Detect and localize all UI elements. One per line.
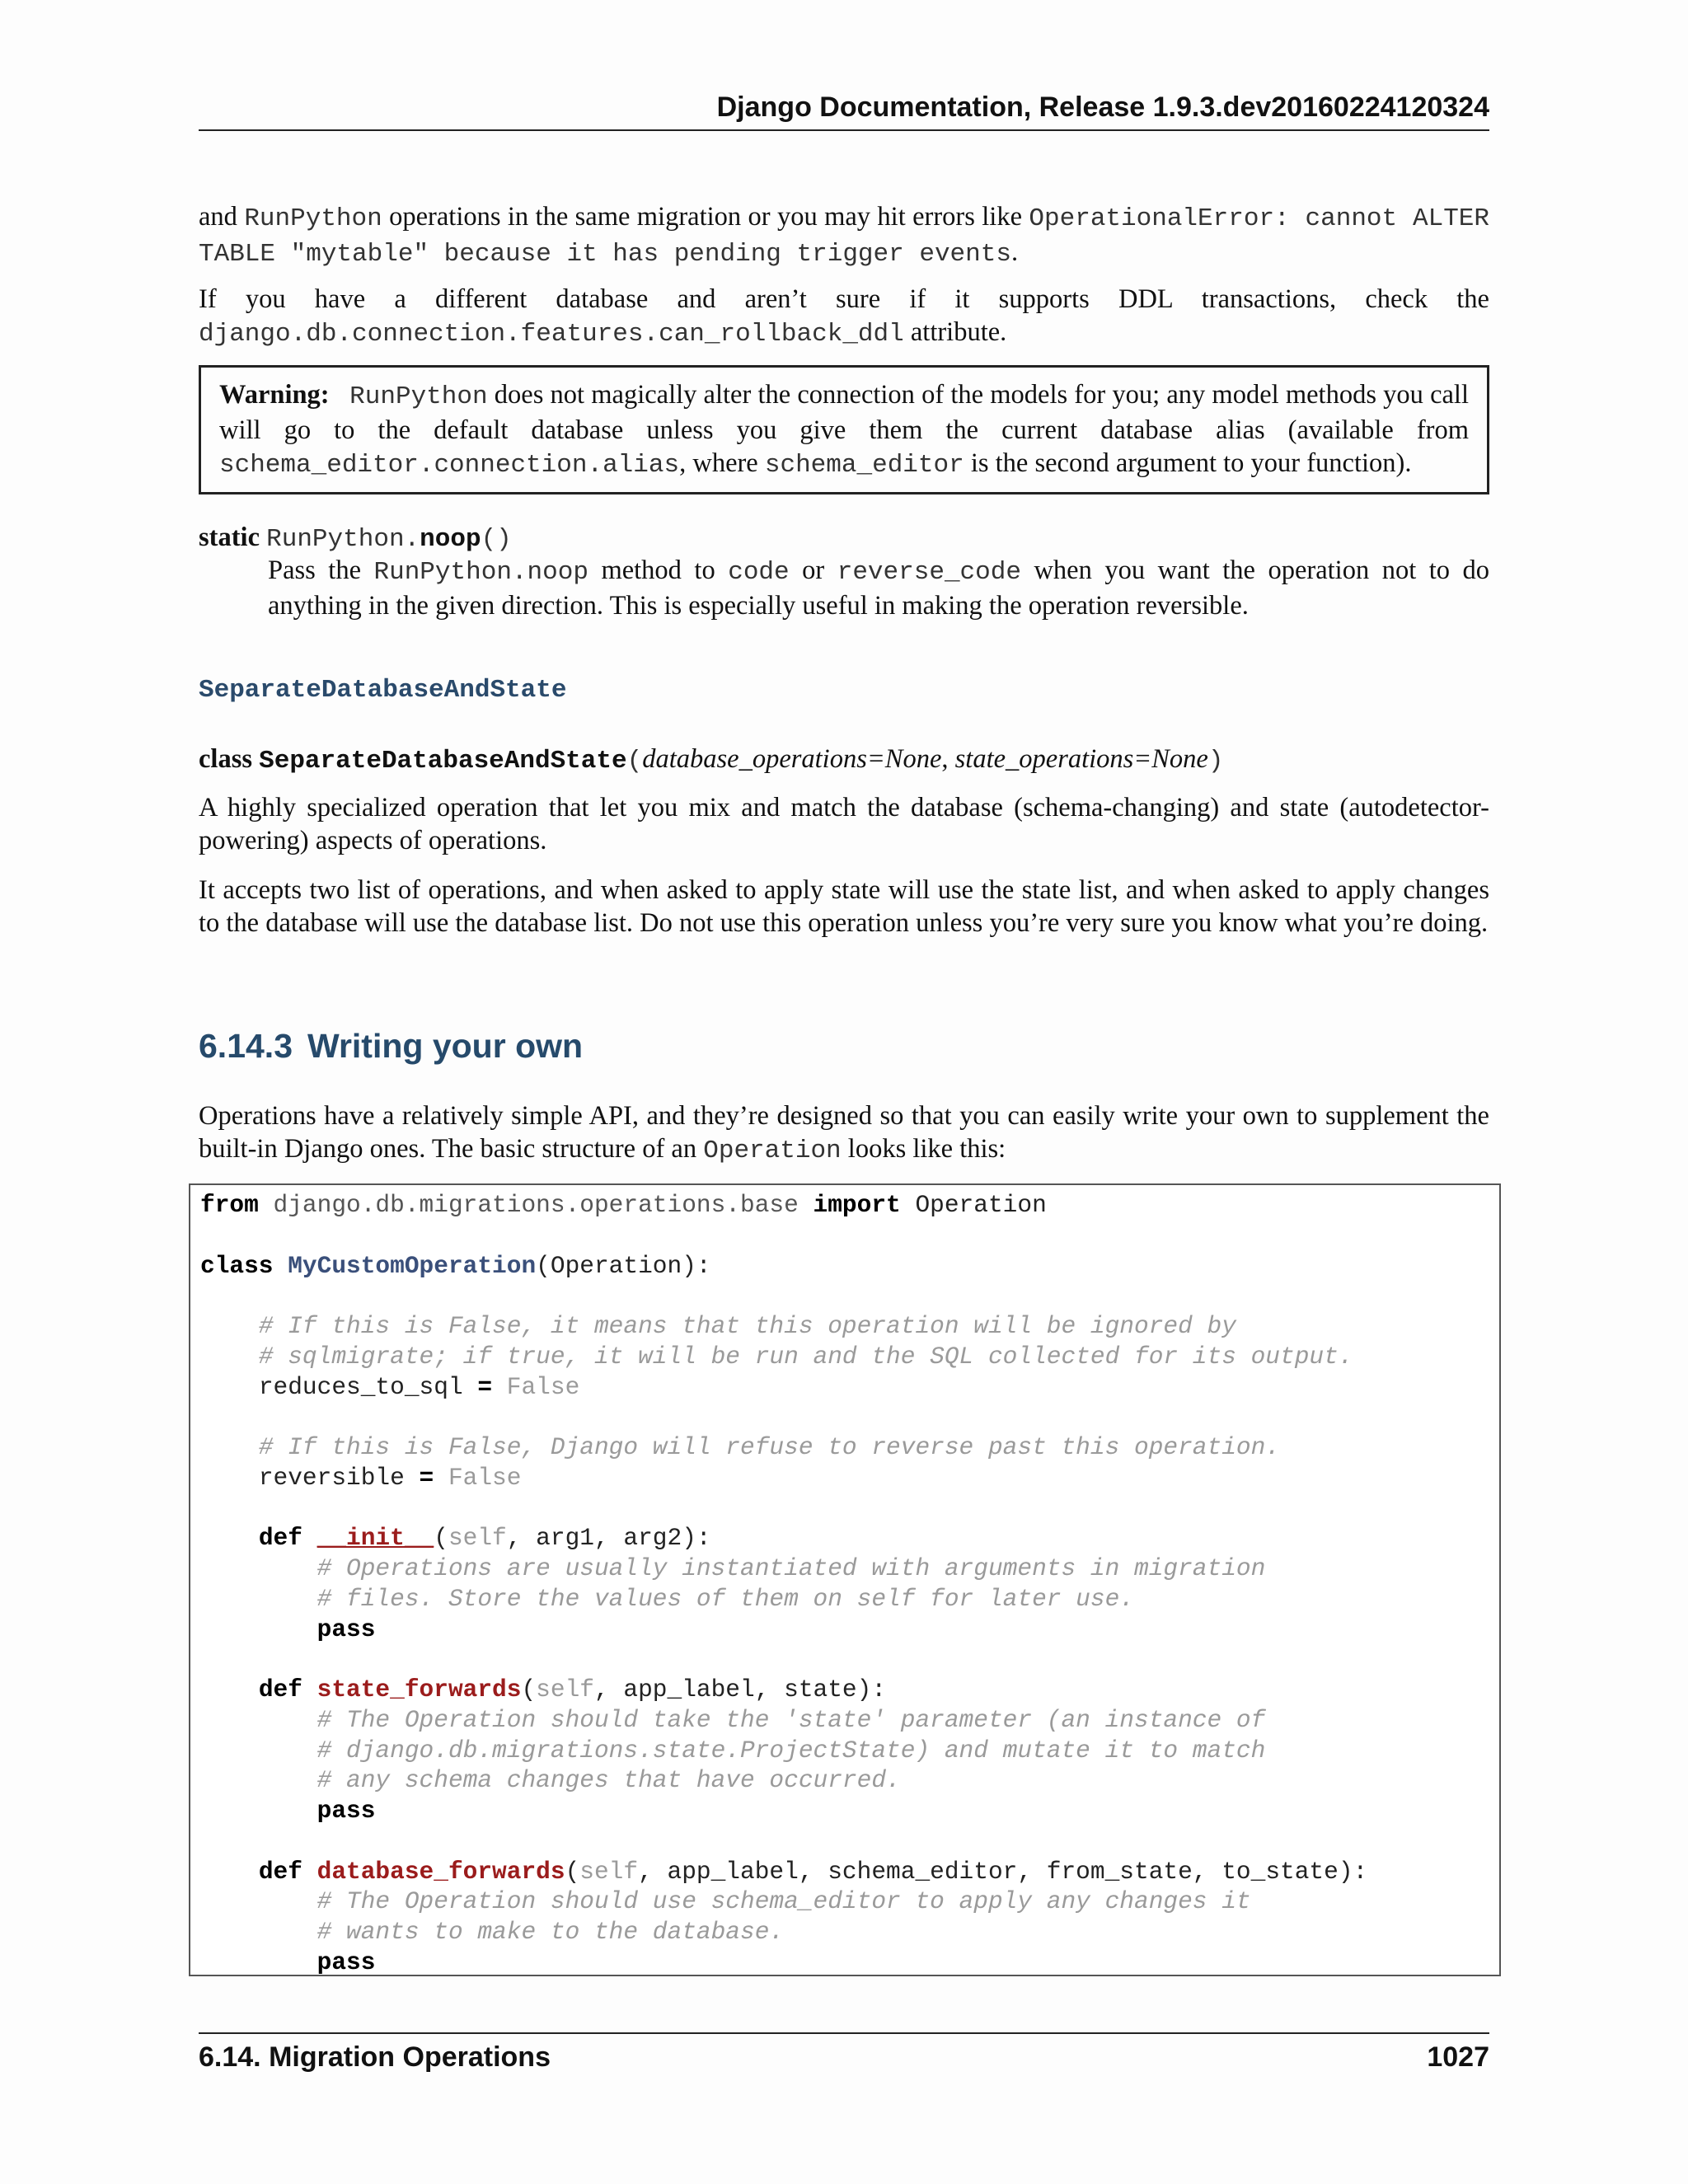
code-keyword: def xyxy=(258,1675,302,1704)
signature-keyword: static xyxy=(199,523,260,552)
code-keyword: def xyxy=(258,1524,302,1553)
inline-code: code xyxy=(728,558,790,587)
code-text: reduces_to_sql xyxy=(258,1372,478,1401)
signature-keyword: class xyxy=(199,744,252,774)
page-number: 1027 xyxy=(1427,2041,1489,2073)
code-keyword: import xyxy=(813,1191,901,1219)
separate-signature xyxy=(199,743,1223,778)
noop-signature xyxy=(199,521,512,556)
warning-label: Warning: xyxy=(219,380,330,410)
text: Pass the xyxy=(268,555,374,585)
signature-parens: () xyxy=(481,525,512,554)
code-text: ( xyxy=(565,1857,580,1886)
inline-code: RunPython xyxy=(349,382,488,411)
signature-name: noop xyxy=(420,525,481,554)
code-text: reversible xyxy=(258,1463,420,1492)
text: operations in the same migration or you may hit errors like xyxy=(382,202,1029,232)
code-text: (Operation): xyxy=(536,1251,711,1280)
code-self: self xyxy=(579,1857,639,1886)
code-constant: False xyxy=(434,1463,522,1492)
code-keyword: pass xyxy=(316,1797,376,1825)
code-comment: # django.db.migrations.state.ProjectState) and mutate it to match xyxy=(316,1736,1266,1765)
inline-code: RunPython.noop xyxy=(373,558,588,587)
warning-admonition xyxy=(199,365,1489,494)
code-keyword: def xyxy=(258,1857,302,1886)
code-operator: = xyxy=(419,1463,434,1492)
separate-paragraph-1: A highly specialized operation that let you mix and match the database (schema-changing) and state (autodetector-powering) aspects of operations. xyxy=(199,793,1489,855)
text: looks like this: xyxy=(841,1134,1006,1164)
footer-section: 6.14. Migration Operations xyxy=(199,2041,551,2073)
code-comment: # sqlmigrate; if true, it will be run and the SQL collected for its output. xyxy=(258,1342,1353,1371)
text: when you want the operation not to do anything in the given direction. This is especially useful in making the operation reversible. xyxy=(268,555,1490,621)
section-paragraph xyxy=(199,1099,1489,1168)
code-text: , app_label, schema_editor, from_state, to_state): xyxy=(638,1857,1368,1886)
text: attribute. xyxy=(903,317,1007,347)
code-comment: # any schema changes that have occurred. xyxy=(316,1766,901,1795)
code-comment: # Operations are usually instantiated with arguments in migration xyxy=(316,1554,1266,1582)
code-module: django.db.migrations.operations.base xyxy=(258,1191,814,1219)
code-text: ( xyxy=(434,1524,448,1553)
separate-heading: SeparateDatabaseAndState xyxy=(199,676,567,705)
inline-code: schema_editor xyxy=(764,451,964,480)
code-comment: # The Operation should use schema_editor to apply any changes it xyxy=(316,1887,1251,1916)
signature-paren-open: ( xyxy=(626,747,643,776)
inline-code: django.db.connection.features.can_rollback_ddl xyxy=(199,320,904,349)
code-comment: # files. Store the values of them on self for later use. xyxy=(316,1584,1134,1613)
section-title: Writing your own xyxy=(307,1027,584,1065)
inline-code: Operation xyxy=(703,1137,842,1165)
code-text: Operation xyxy=(900,1191,1047,1219)
signature-name: SeparateDatabaseAndState xyxy=(259,747,627,776)
text: and xyxy=(199,202,245,232)
signature-class: RunPython. xyxy=(266,525,420,554)
text: , where xyxy=(679,448,765,478)
signature-paren-close: ) xyxy=(1207,747,1224,776)
text: . xyxy=(1010,237,1019,267)
code-class-name: MyCustomOperation xyxy=(288,1251,537,1280)
signature-comma: , xyxy=(941,744,955,774)
code-function-name: state_forwards xyxy=(316,1675,522,1704)
footer-rule xyxy=(199,2032,1489,2034)
signature-arg: database_operations=None xyxy=(642,744,942,774)
code-comment: # wants to make to the database. xyxy=(316,1918,785,1946)
code-self: self xyxy=(536,1675,594,1704)
separate-paragraph-2: It accepts two list of operations, and when asked to apply state will use the state list, and when asked to apply changes to the database will use the database list. Do not use this operation unless you’re very sure you know what you’re doing. xyxy=(199,875,1489,938)
code-text: , app_label, state): xyxy=(593,1675,887,1704)
code-self: self xyxy=(448,1524,507,1553)
inline-code: OperationalError: cannot ALTER TABLE "mytable" because it has pending trigger events xyxy=(199,204,1490,269)
signature-arg: state_operations=None xyxy=(954,744,1208,774)
header-rule xyxy=(199,129,1489,131)
code-keyword: from xyxy=(200,1191,259,1219)
text: method to xyxy=(588,555,729,585)
text: If you have a different database and aren’t sure if it supports DDL transactions, check the xyxy=(199,284,1489,314)
text: or xyxy=(789,555,837,585)
code-text: ( xyxy=(521,1675,537,1704)
inline-code: reverse_code xyxy=(837,558,1021,587)
code-keyword: pass xyxy=(316,1947,376,1976)
intro-paragraph-2 xyxy=(199,283,1489,351)
text: is the second argument to your function). xyxy=(964,448,1412,478)
code-comment: # If this is False, Django will refuse to reverse past this operation. xyxy=(258,1433,1281,1461)
code-function-name: database_forwards xyxy=(316,1857,565,1886)
code-keyword: class xyxy=(200,1251,274,1280)
inline-code: schema_editor.connection.alias xyxy=(219,451,680,480)
code-operator: = xyxy=(477,1372,493,1401)
section-heading xyxy=(199,1026,583,1066)
code-comment: # If this is False, it means that this operation will be ignored by xyxy=(258,1312,1236,1340)
running-header: Django Documentation, Release 1.9.3.dev20160224120324 xyxy=(716,91,1489,123)
section-number: 6.14.3 xyxy=(199,1027,293,1065)
intro-paragraph-1 xyxy=(199,200,1489,271)
code-constant: False xyxy=(492,1372,580,1401)
document-page xyxy=(199,0,1489,2184)
text: Operations have a relatively simple API, and they’re designed so that you can easily write your own to supplement the built-in Django ones. The basic structure of an xyxy=(199,1101,1489,1164)
text: does not magically alter the connection of the models for you; any model methods you call will go to the default database unless you give them the current database alias (available from xyxy=(219,380,1469,445)
noop-description xyxy=(268,554,1489,622)
code-block xyxy=(189,1183,1501,1976)
code-text: , arg1, arg2): xyxy=(506,1524,711,1553)
code-function-name: __init__ xyxy=(316,1524,434,1553)
inline-code: RunPython xyxy=(244,204,382,233)
code-comment: # The Operation should take the 'state' parameter (an instance of xyxy=(316,1705,1266,1734)
code-keyword: pass xyxy=(316,1615,376,1643)
code-listing xyxy=(200,1190,1499,1976)
